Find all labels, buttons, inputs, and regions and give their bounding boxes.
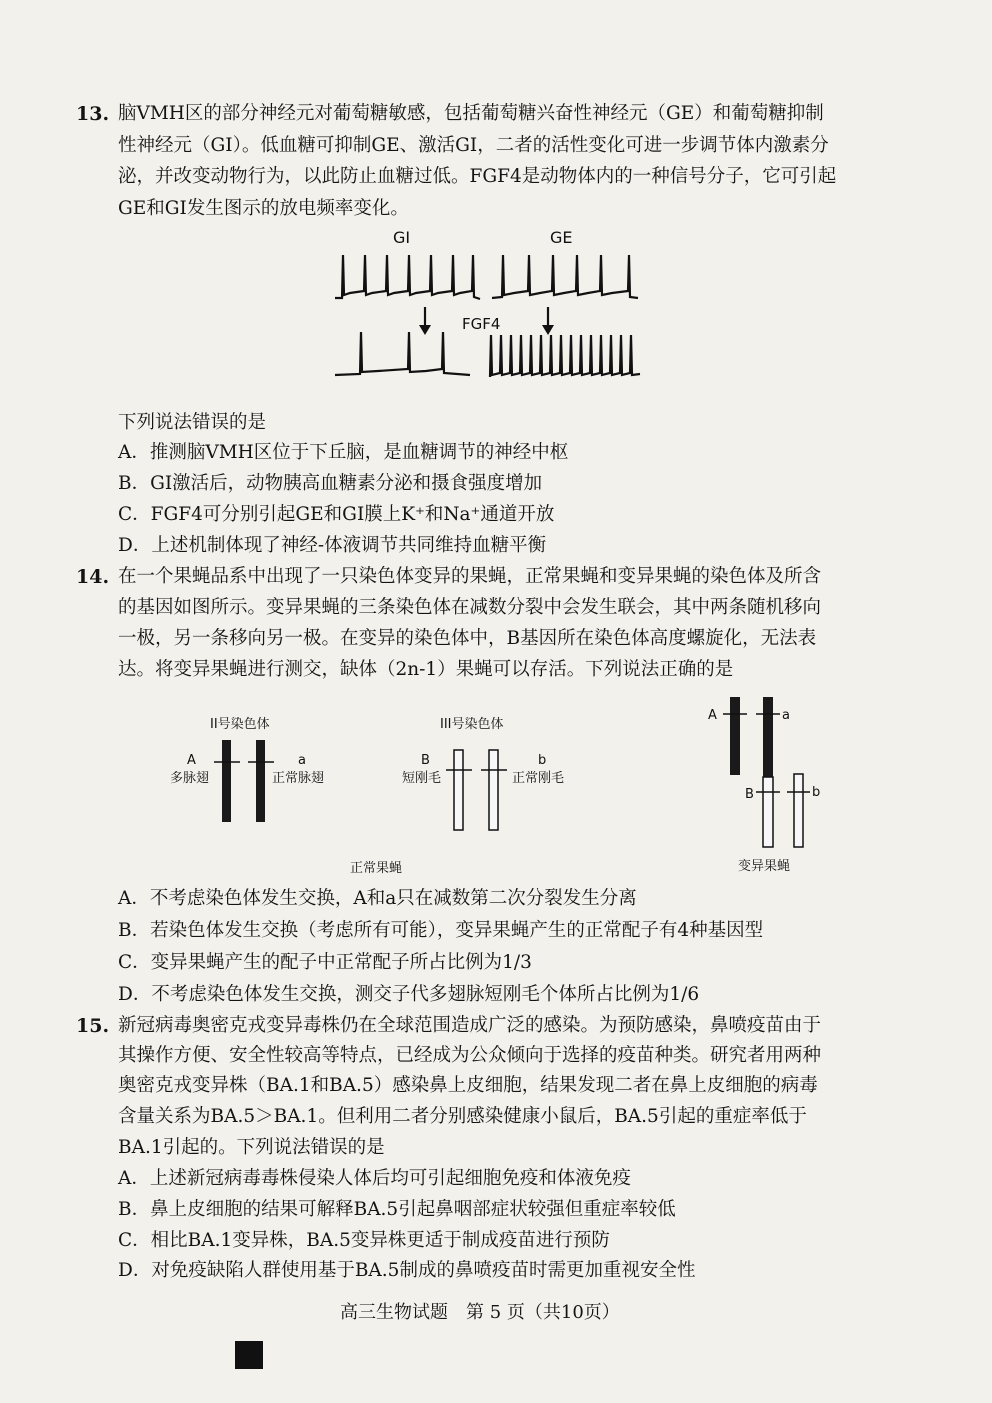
mutant-gene-b-dominant: B bbox=[745, 787, 754, 802]
question-15-option-c: C．相比BA.1变异株，BA.5变异株更适于制成疫苗进行预防 bbox=[118, 1230, 610, 1251]
question-14-line: 的基因如图所示。变异果蝇的三条染色体在减数分裂中会发生联会，其中两条随机移向 bbox=[118, 597, 822, 618]
question-14-option-a: A．不考虑染色体发生交换，A和a只在减数第二次分裂发生分离 bbox=[118, 888, 637, 909]
trait-multi-vein: 多脉翅 bbox=[170, 771, 210, 786]
question-14-number: 14. bbox=[76, 566, 110, 588]
gene-b-recessive: b bbox=[538, 753, 547, 768]
mutant-gene-b-recessive: b bbox=[812, 785, 821, 800]
gene-a-recessive: a bbox=[298, 753, 306, 768]
trait-short-bristle: 短刚毛 bbox=[402, 771, 442, 786]
gene-b-dominant: B bbox=[421, 753, 430, 768]
question-14-line: 一极，另一条移向另一极。在变异的染色体中，B基因所在染色体高度螺旋化，无法表 bbox=[118, 628, 817, 649]
chromosome-iii-left bbox=[454, 750, 463, 830]
chromosome-iii-right bbox=[489, 750, 498, 830]
mutant-fly-caption: 变异果蝇 bbox=[738, 859, 791, 874]
question-14-option-b: B．若染色体发生交换（考虑所有可能），变异果蝇产生的正常配子有4种基因型 bbox=[118, 920, 764, 941]
question-15-number: 15. bbox=[76, 1015, 110, 1037]
page-footer: 高三生物试题 第 5 页（共10页） bbox=[340, 1302, 620, 1323]
question-14-option-d: D．不考虑染色体发生交换，测交子代多翅脉短刚毛个体所占比例为1/6 bbox=[118, 984, 700, 1005]
question-15-line: 含量关系为BA.5＞BA.1。但利用二者分别感染健康小鼠后，BA.5引起的重症率低于 bbox=[118, 1106, 807, 1127]
question-15-option-d: D．对免疫缺陷人群使用基于BA.5制成的鼻喷疫苗时需更加重视安全性 bbox=[118, 1260, 696, 1281]
gi-label: GI bbox=[393, 228, 411, 247]
question-13-option-d: D．上述机制体现了神经-体液调节共同维持血糖平衡 bbox=[118, 535, 547, 556]
question-13-number: 13. bbox=[76, 103, 110, 125]
chromosome-ii-title: II号染色体 bbox=[210, 717, 270, 732]
question-13-option-a: A．推测脑VMH区位于下丘脑，是血糖调节的神经中枢 bbox=[118, 442, 569, 463]
question-13-line: GE和GI发生图示的放电频率变化。 bbox=[118, 198, 409, 219]
mutant-gene-a-dominant: A bbox=[708, 708, 717, 723]
question-14-option-c: C．变异果蝇产生的配子中正常配子所占比例为1/3 bbox=[118, 952, 532, 973]
normal-fly-caption: 正常果蝇 bbox=[350, 861, 403, 876]
question-15-option-a: A．上述新冠病毒毒株侵染人体后均可引起细胞免疫和体液免疫 bbox=[118, 1168, 631, 1189]
question-15-line: 其操作方便、安全性较高等特点，已经成为公众倾向于选择的疫苗种类。研究者用两种 bbox=[118, 1045, 822, 1066]
trait-normal-bristle: 正常刚毛 bbox=[512, 771, 565, 786]
question-15-line: 新冠病毒奥密克戎变异毒株仍在全球范围造成广泛的感染。为预防感染，鼻喷疫苗由于 bbox=[118, 1015, 822, 1036]
question-15-line: 奥密克戎变异株（BA.1和BA.5）感染鼻上皮细胞，结果发现二者在鼻上皮细胞的病毒 bbox=[118, 1075, 818, 1096]
chromosome-ii-left bbox=[222, 740, 231, 822]
chromosome-ii-right bbox=[256, 740, 265, 822]
question-15-option-b: B．鼻上皮细胞的结果可解释BA.5引起鼻咽部症状较强但重症率较低 bbox=[118, 1199, 676, 1220]
question-15-line: BA.1引起的。下列说法错误的是 bbox=[118, 1137, 385, 1158]
gene-a-dominant: A bbox=[187, 753, 196, 768]
question-13-option-b: B．GI激活后，动物胰高血糖素分泌和摄食强度增加 bbox=[118, 473, 543, 494]
trait-normal-vein: 正常脉翅 bbox=[272, 771, 325, 786]
mutant-gene-a-recessive: a bbox=[782, 708, 790, 723]
question-13-line: 泌，并改变动物行为，以此防止血糖过低。FGF4是动物体内的一种信号分子，它可引起 bbox=[118, 166, 837, 187]
mutant-chromosome-b bbox=[794, 774, 803, 847]
question-14-line: 在一个果蝇品系中出现了一只染色体变异的果蝇，正常果蝇和变异果蝇的染色体及所含 bbox=[118, 566, 822, 587]
mutant-fused-chromosome-light bbox=[763, 777, 773, 847]
chromosome-figure bbox=[160, 692, 860, 882]
mutant-chromosome-a bbox=[730, 697, 740, 775]
question-13-line: 脑VMH区的部分神经元对葡萄糖敏感，包括葡萄糖兴奋性神经元（GE）和葡萄糖抑制 bbox=[118, 103, 824, 124]
registration-mark bbox=[235, 1341, 263, 1369]
mutant-fused-chromosome-dark bbox=[763, 697, 773, 777]
ge-label: GE bbox=[550, 228, 573, 247]
question-13-option-c: C．FGF4可分别引起GE和GI膜上K⁺和Na⁺通道开放 bbox=[118, 504, 555, 525]
question-14-line: 达。将变异果蝇进行测交，缺体（2n-1）果蝇可以存活。下列说法正确的是 bbox=[118, 659, 734, 680]
question-13-line: 性神经元（GI）。低血糖可抑制GE、激活GI，二者的活性变化可进一步调节体内激素分 bbox=[118, 135, 829, 156]
fgf4-label: FGF4 bbox=[462, 315, 501, 333]
neuron-firing-figure bbox=[330, 225, 650, 390]
question-13-prompt: 下列说法错误的是 bbox=[118, 412, 267, 433]
chromosome-iii-title: III号染色体 bbox=[440, 717, 504, 732]
